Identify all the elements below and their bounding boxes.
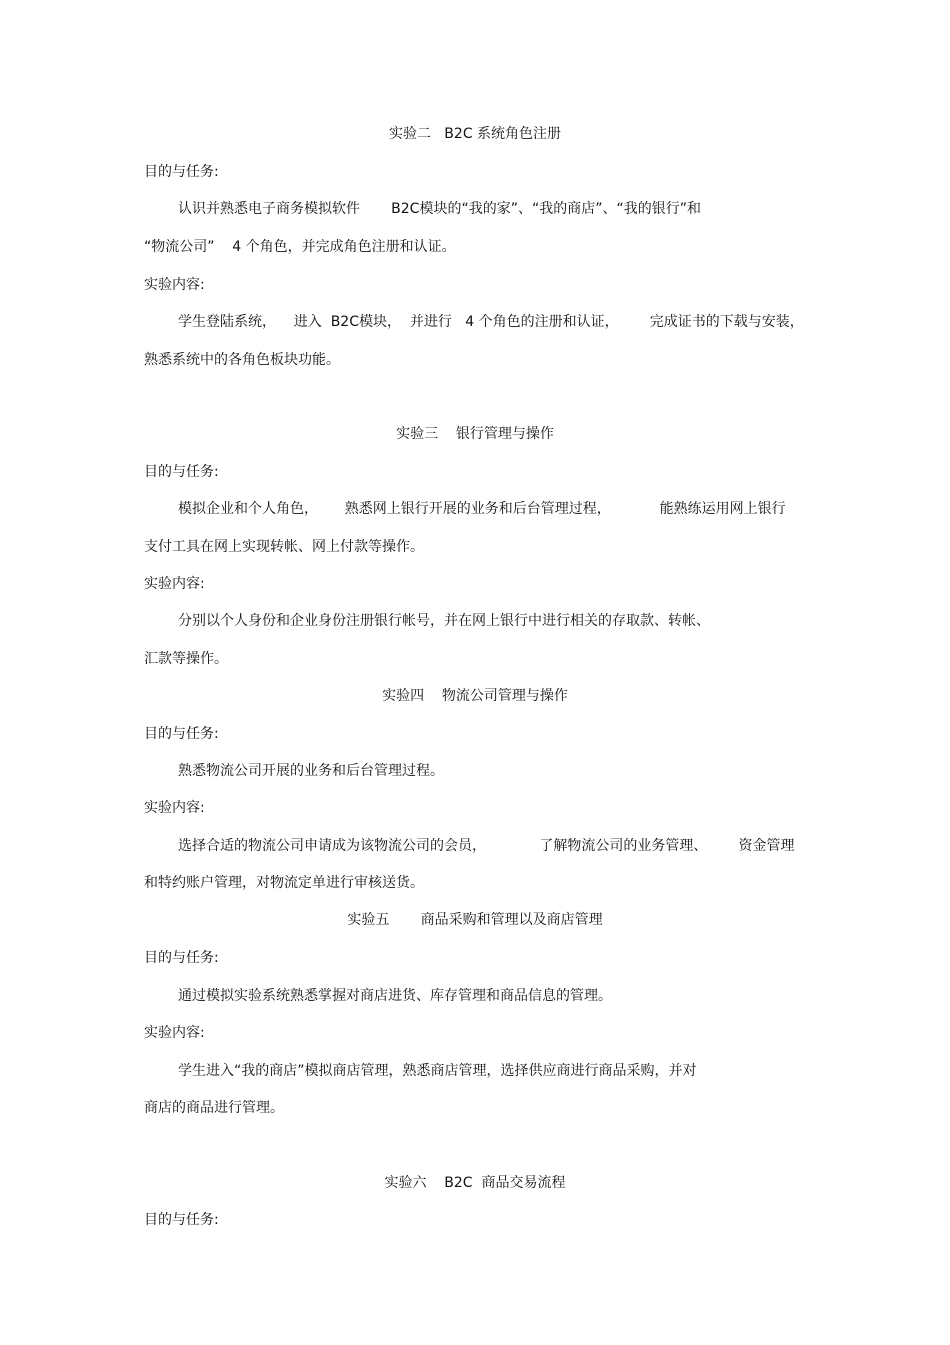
goal-text-exp3-line2: 支付工具在网上实现转帐、网上付款等操作。 [144, 539, 424, 555]
goal-text-exp3-line1: 模拟企业和个人角色， 熟悉网上银行开展的业务和后台管理过程， 能熟练运用网上银行 [178, 501, 786, 517]
section-title-exp2: 实验二 B2C 系统角色注册 [388, 126, 562, 142]
goal-label-exp6: 目的与任务: [144, 1212, 219, 1228]
content-label-exp3: 实验内容: [144, 576, 205, 592]
content-text-exp2-line2: 熟悉系统中的各角色板块功能。 [144, 352, 340, 368]
section-title-exp5: 实验五 商品采购和管理以及商店管理 [347, 912, 603, 928]
content-text-exp4-line1: 选择合适的物流公司申请成为该物流公司的会员， 了解物流公司的业务管理、 资金管理 [178, 838, 795, 854]
content-text-exp2-line1: 学生登陆系统， 进入 B2C模块， 并进行 4 个角色的注册和认证， 完成证书的下载与安装， [178, 314, 804, 330]
content-label-exp5: 实验内容: [144, 1025, 205, 1041]
content-text-exp4-line2: 和特约账户管理，对物流定单进行审核送货。 [144, 875, 424, 891]
goal-label-exp4: 目的与任务: [144, 726, 219, 742]
content-text-exp3-line1: 分别以个人身份和企业身份注册银行帐号，并在网上银行中进行相关的存取款、转帐、 [178, 613, 710, 629]
goal-label-exp5: 目的与任务: [144, 950, 219, 966]
content-text-exp5-line1: 学生进入“我的商店”模拟商店管理，熟悉商店管理，选择供应商进行商品采购，并对 [178, 1063, 697, 1079]
content-text-exp3-line2: 汇款等操作。 [144, 651, 228, 667]
goal-text-exp2-line2: “物流公司” 4 个角色，并完成角色注册和认证。 [144, 239, 456, 255]
content-label-exp2: 实验内容: [144, 277, 205, 293]
goal-text-exp5-line1: 通过模拟实验系统熟悉掌握对商店进货、库存管理和商品信息的管理。 [178, 988, 612, 1004]
section-title-exp3: 实验三 银行管理与操作 [396, 426, 554, 442]
goal-text-exp4-line1: 熟悉物流公司开展的业务和后台管理过程。 [178, 763, 444, 779]
goal-text-exp2-line1: 认识并熟悉电子商务模拟软件 B2C模块的“我的家”、“我的商店”、“我的银行”和 [178, 201, 701, 217]
content-label-exp4: 实验内容: [144, 800, 205, 816]
section-title-exp6: 实验六 B2C 商品交易流程 [384, 1175, 566, 1191]
section-title-exp4: 实验四 物流公司管理与操作 [382, 688, 568, 704]
goal-label-exp3: 目的与任务: [144, 464, 219, 480]
goal-label-exp2: 目的与任务: [144, 164, 219, 180]
content-text-exp5-line2: 商店的商品进行管理。 [144, 1100, 284, 1116]
